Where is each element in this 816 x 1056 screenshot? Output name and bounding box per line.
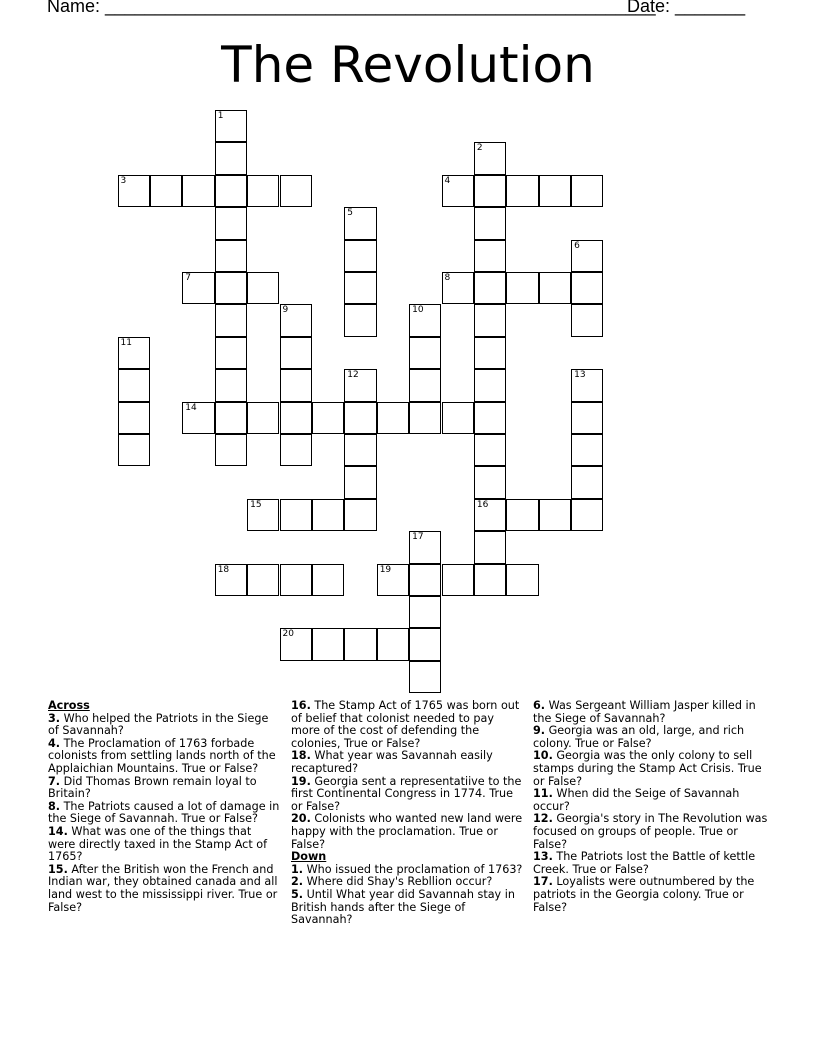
grid-cell[interactable] [312,499,344,531]
clue-number: 6 [574,240,580,251]
grid-cell[interactable] [215,434,247,466]
grid-cell[interactable] [118,369,150,401]
grid-cell[interactable] [344,240,376,272]
clue [291,889,525,927]
grid-cell[interactable] [215,142,247,174]
grid-cell[interactable] [344,434,376,466]
clue-number-label: 19. [291,774,311,788]
clue-number: 14 [185,402,197,413]
grid-cell[interactable] [280,175,312,207]
clues-column-3 [533,700,769,914]
down-clue-list [291,864,525,927]
date-field-label[interactable]: Date: _______ [627,0,746,16]
grid-cell[interactable] [409,564,441,596]
across-clue-list [48,713,282,915]
grid-cell[interactable] [215,369,247,401]
grid-cell[interactable] [409,596,441,628]
grid-cell[interactable] [474,240,506,272]
grid-cell[interactable] [215,402,247,434]
clue [533,750,769,788]
grid-cell[interactable] [150,175,182,207]
clue [291,700,525,750]
clue-number: 5 [347,208,354,219]
grid-cell[interactable] [280,402,312,434]
grid-cell[interactable] [409,337,441,369]
grid-cell[interactable] [409,369,441,401]
clue-number-label: 1. [291,862,304,876]
clue [533,788,769,813]
clue [291,750,525,775]
clue-number: 20 [282,629,294,640]
grid-cell[interactable] [474,142,506,174]
grid-cell[interactable] [474,402,506,434]
clue [533,725,769,750]
grid-cell[interactable] [571,499,603,531]
clue-number: 1 [217,111,224,121]
grid-cell[interactable] [571,434,603,466]
clue-text: The Proclamation of 1763 forbade colonists from settling lands north of the Applaichian Mountains. True or False? [48,736,276,775]
clue [533,851,769,876]
clue-number-label: 12. [533,812,553,826]
grid-cell[interactable] [474,531,506,563]
clue-text: Georgia was an old, large, and rich colony. True or False? [533,724,745,750]
grid-cell[interactable] [312,628,344,660]
across-heading: Across [48,699,90,712]
clue-number: 18 [217,564,230,575]
grid-cell[interactable] [539,499,571,531]
clue [48,801,282,826]
grid-cell[interactable] [571,466,603,498]
grid-cell[interactable] [118,434,150,466]
grid-cell[interactable] [344,499,376,531]
clues-column-1 [48,700,282,914]
clue [48,826,282,864]
clue [48,738,282,776]
grid-cell[interactable] [118,337,150,369]
clue-text: Was Sergeant William Jasper killed in the Siege of Savannah? [533,699,756,725]
grid-cell[interactable] [280,304,312,336]
grid-cell[interactable] [280,499,312,531]
grid-cell[interactable] [442,402,474,434]
grid-cell[interactable] [215,240,247,272]
clue-number: 10 [412,305,424,316]
grid-cell[interactable] [409,402,441,434]
clue-number: 4 [444,175,451,186]
grid-cell[interactable] [215,207,247,239]
clue-text: Did Thomas Brown remain loyal to Britain? [48,774,257,801]
grid-cell[interactable] [571,175,603,207]
grid-cell[interactable] [506,499,538,531]
grid-cell[interactable] [474,434,506,466]
clue-number-label: 16. [291,699,311,712]
grid-cell[interactable] [215,272,247,304]
clue-number: 19 [379,564,392,575]
clue-text: What was one of the things that were directly taxed in the Stamp Act of 1765? [48,824,268,864]
clue-number-label: 18. [291,749,311,763]
across-clue-list-continued [291,700,525,851]
grid-cell[interactable] [344,369,376,401]
grid-cell[interactable] [247,272,279,304]
grid-cell[interactable] [442,272,474,304]
header [47,0,746,17]
clue-number-label: 14. [48,824,68,838]
clue-text: When did the Seige of Savannah occur? [533,787,740,813]
grid-cell[interactable] [280,564,312,596]
clue-text: Loyalists were outnumbered by the patriots in the Georgia colony. True or False? [533,875,755,914]
clue [533,700,769,725]
down-heading: Down [291,850,327,864]
clue-number-label: 7. [48,774,61,788]
grid-cell[interactable] [442,564,474,596]
grid-cell[interactable] [280,337,312,369]
clue-number: 2 [476,143,483,154]
grid-cell[interactable] [409,304,441,336]
clue-text: Who helped the Patriots in the Siege of Savannah? [48,711,269,738]
grid-cell[interactable] [215,175,247,207]
clue-number: 9 [282,305,289,316]
clue-number: 16 [476,499,489,510]
grid-cell[interactable] [571,402,603,434]
clue-text: Colonists who wanted new land were happy with the proclamation. True or False? [291,812,523,851]
clue-text: Georgia sent a representatiive to the first Continental Congress in 1774. True or False? [291,774,522,813]
clue-number-label: 8. [48,799,61,813]
clue [48,864,282,914]
grid-cell[interactable] [118,175,150,207]
clue-number-label: 15. [48,862,68,876]
clue-number: 3 [120,175,127,186]
grid-cell[interactable] [506,272,538,304]
grid-cell[interactable] [182,402,214,434]
clue-number-label: 3. [48,711,61,725]
clue-number-label: 13. [533,850,553,864]
clue-text: The Stamp Act of 1765 was born out of belief that colonist needed to pay more of the cost of defending the colonies, True or False? [291,699,520,750]
grid-cell[interactable] [571,369,603,401]
clue-number-label: 20. [291,812,311,826]
grid-cell[interactable] [377,402,409,434]
grid-cell[interactable] [312,564,344,596]
page-title: The Revolution [221,36,595,94]
clue-number-label: 11. [533,787,553,801]
grid-cell[interactable] [377,628,409,660]
clue-number-label: 5. [291,887,304,901]
grid-cell[interactable] [215,304,247,336]
clue-number-label: 10. [533,749,553,763]
clues-column-2 [291,700,525,927]
grid-cell[interactable] [474,175,506,207]
grid-cell[interactable] [344,402,376,434]
grid-cell[interactable] [247,175,279,207]
grid-cell[interactable] [571,272,603,304]
grid-cell[interactable] [571,304,603,336]
grid-cell[interactable] [571,240,603,272]
grid-cell[interactable] [215,110,247,142]
grid-cell[interactable] [344,304,376,336]
clue [291,776,525,814]
clue [48,776,282,801]
grid-cell[interactable] [344,272,376,304]
grid-cell[interactable] [312,402,344,434]
grid-cell[interactable] [474,369,506,401]
clue [533,876,769,914]
grid-cell[interactable] [118,402,150,434]
grid-cell[interactable] [474,499,506,531]
grid-cell[interactable] [474,207,506,239]
clue-text: Georgia's story in The Revolution was focused on groups of people. True or False? [533,812,768,851]
grid-cell[interactable] [442,175,474,207]
grid-cell[interactable] [409,531,441,563]
grid-cell[interactable] [247,564,279,596]
grid-cell[interactable] [474,337,506,369]
grid-cell[interactable] [506,175,538,207]
grid-cell[interactable] [247,402,279,434]
clue-number: 7 [185,273,192,283]
clue-text: Until What year did Savannah stay in British hands after the Siege of Savannah? [291,887,515,927]
clue-number: 8 [444,273,451,283]
clue-number-label: 4. [48,736,61,750]
grid-cell[interactable] [506,564,538,596]
clue-number-label: 6. [533,699,546,712]
clue-number-label: 9. [533,724,546,738]
clue-text: The Patriots caused a lot of damage in the Siege of Savannah. True or False? [48,799,280,826]
clue-text: After the British won the French and Indian war, they obtained canada and all land west to the mississippi river. True or False? [48,862,278,914]
clue-text: The Patriots lost the Battle of kettle Creek. True or False? [533,850,756,876]
grid-cell[interactable] [182,272,214,304]
clue-text: Where did Shay's Rebllion occur? [303,875,493,889]
grid-cell[interactable] [344,207,376,239]
grid-cell[interactable] [280,628,312,660]
clue-number-label: 2. [291,875,304,889]
grid-cell[interactable] [182,175,214,207]
grid-cell[interactable] [377,564,409,596]
clue-text: What year was Savannah easily recaptured? [291,749,493,775]
grid-cell[interactable] [539,272,571,304]
grid-cell[interactable] [215,564,247,596]
grid-cell[interactable] [474,466,506,498]
grid-cell[interactable] [344,628,376,660]
grid-cell[interactable] [409,661,441,693]
clue-text: Georgia was the only colony to sell stamps during the Stamp Act Crisis. True or False? [533,749,762,788]
clue-number: 13 [574,370,586,381]
clue-number: 12 [347,370,359,381]
clue-number-label: 17. [533,875,553,889]
grid-cell[interactable] [474,564,506,596]
grid-cell[interactable] [344,466,376,498]
clue [48,713,282,738]
clue-number: 15 [250,499,262,510]
down-clue-list-continued [533,700,769,914]
grid-cell[interactable] [280,434,312,466]
name-field-label[interactable]: Name: _______________________________________________________ [47,0,656,16]
grid-cell[interactable] [539,175,571,207]
clue [291,813,525,851]
clue-text: Who issued the proclamation of 1763? [303,862,523,876]
grid-cell[interactable] [409,628,441,660]
clue-number: 17 [412,532,424,543]
clue-number: 11 [120,337,132,348]
grid-cell[interactable] [247,499,279,531]
grid-cell[interactable] [215,337,247,369]
grid-cell[interactable] [280,369,312,401]
clue [533,813,769,851]
grid-cell[interactable] [474,304,506,336]
grid-cell[interactable] [474,272,506,304]
